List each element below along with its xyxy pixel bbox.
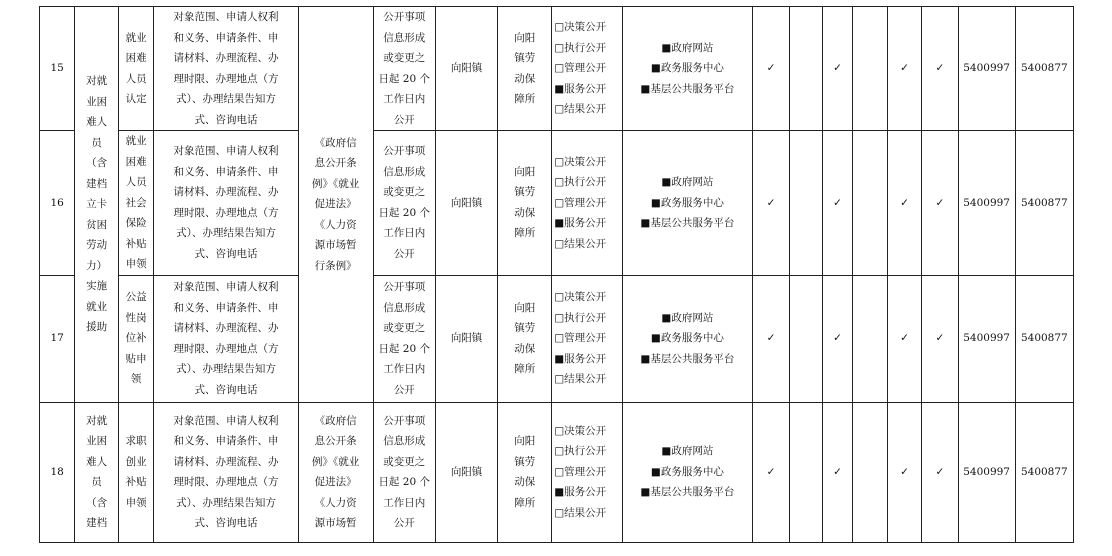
item-cell: 求职 创业 补贴 申领: [118, 402, 153, 542]
table-row: [40, 131, 1074, 276]
phone-number: 5400997: [958, 7, 1015, 131]
dept-cell: 向阳 镇劳 动保 障所: [498, 131, 552, 276]
check-mark: [852, 131, 887, 276]
time-cell: 公开事项 信息形成 或变更之 日起 20 个 工作日内 公开: [373, 7, 435, 131]
check-mark: ✓: [823, 131, 852, 276]
item-cell: 公益 性岗 位补 贴申 领: [118, 275, 153, 402]
dept-cell: 向阳 镇劳 动保 障所: [498, 402, 552, 542]
check-mark: ✓: [752, 131, 789, 276]
check-mark: [790, 7, 823, 131]
subject-cell: 向阳镇: [435, 275, 497, 402]
check-mark: ✓: [823, 402, 852, 542]
category-cell: 对就 业困 难人 员 （含 建档 立卡 贫困 劳动 力） 实施 就业 援助: [75, 7, 119, 403]
channel-cell: ■政府网站 ■政务服务中心 ■基层公共服务平台: [622, 275, 752, 402]
check-mark: [852, 402, 887, 542]
check-mark: ✓: [823, 7, 852, 131]
dept-cell: 向阳 镇劳 动保 障所: [498, 7, 552, 131]
check-mark: ✓: [922, 131, 958, 276]
table-row: [40, 7, 1074, 131]
check-mark: ✓: [752, 7, 789, 131]
subject-cell: 向阳镇: [435, 7, 497, 131]
check-mark: ✓: [887, 7, 921, 131]
check-mark: [852, 275, 887, 402]
phone-number: 5400877: [1015, 275, 1073, 402]
time-cell: 公开事项 信息形成 或变更之 日起 20 个 工作日内 公开: [373, 275, 435, 402]
row-number: 15: [40, 7, 75, 131]
phone-number: 5400997: [958, 131, 1015, 276]
check-mark: [790, 131, 823, 276]
basis-cell: 《政府信 息公开条 例》《就业 促进法》 《人力资 源市场暂: [298, 402, 373, 542]
content-cell: 对象范围、申请人权利 和义务、申请条件、申 请材料、办理流程、办 理时限、办理地点（方 式）、办理结果告知方 式、咨询电话: [154, 7, 298, 131]
row-number: 16: [40, 131, 75, 276]
phone-number: 5400877: [1015, 131, 1073, 276]
check-mark: ✓: [752, 275, 789, 402]
check-mark: ✓: [823, 275, 852, 402]
channel-cell: ■政府网站 ■政务服务中心 ■基层公共服务平台: [622, 7, 752, 131]
row-number: 18: [40, 402, 75, 542]
content-cell: 对象范围、申请人权利 和义务、申请条件、申 请材料、办理流程、办 理时限、办理地点（方 式）、办理结果告知方 式、咨询电话: [154, 275, 298, 402]
check-mark: [790, 275, 823, 402]
check-mark: ✓: [887, 402, 921, 542]
check-mark: ✓: [887, 275, 921, 402]
content-cell: 对象范围、申请人权利 和义务、申请条件、申 请材料、办理流程、办 理时限、办理地点（方 式）、办理结果告知方 式、咨询电话: [154, 131, 298, 276]
table-row: [40, 275, 1074, 402]
phone-number: 5400997: [958, 402, 1015, 542]
time-cell: 公开事项 信息形成 或变更之 日起 20 个 工作日内 公开: [373, 131, 435, 276]
check-mark: [852, 7, 887, 131]
scope-cell: □决策公开 □执行公开 □管理公开 ■服务公开 □结果公开: [552, 7, 623, 131]
scope-cell: □决策公开 □执行公开 □管理公开 ■服务公开 □结果公开: [552, 275, 623, 402]
content-cell: 对象范围、申请人权利 和义务、申请条件、申 请材料、办理流程、办 理时限、办理地点（方 式）、办理结果告知方 式、咨询电话: [154, 402, 298, 542]
time-cell: 公开事项 信息形成 或变更之 日起 20 个 工作日内 公开: [373, 402, 435, 542]
basis-cell: 《政府信 息公开条 例》《就业 促进法》 《人力资 源市场暂 行条例》: [298, 7, 373, 403]
phone-number: 5400877: [1015, 402, 1073, 542]
check-mark: ✓: [752, 402, 789, 542]
row-number: 17: [40, 275, 75, 402]
table-row: [40, 402, 1074, 542]
category-cell: 对就 业困 难人 员 （含 建档: [75, 402, 119, 542]
check-mark: ✓: [922, 275, 958, 402]
item-cell: 就业 困难 人员 社会 保险 补贴 申领: [118, 131, 153, 276]
channel-cell: ■政府网站 ■政务服务中心 ■基层公共服务平台: [622, 131, 752, 276]
scope-cell: □决策公开 □执行公开 □管理公开 ■服务公开 □结果公开: [552, 131, 623, 276]
disclosure-table: [39, 6, 1074, 543]
channel-cell: ■政府网站 ■政务服务中心 ■基层公共服务平台: [622, 402, 752, 542]
check-mark: ✓: [887, 131, 921, 276]
check-mark: [790, 402, 823, 542]
scope-cell: □决策公开 □执行公开 □管理公开 ■服务公开 □结果公开: [552, 402, 623, 542]
phone-number: 5400877: [1015, 7, 1073, 131]
subject-cell: 向阳镇: [435, 131, 497, 276]
item-cell: 就业 困难 人员 认定: [118, 7, 153, 131]
dept-cell: 向阳 镇劳 动保 障所: [498, 275, 552, 402]
check-mark: ✓: [922, 7, 958, 131]
subject-cell: 向阳镇: [435, 402, 497, 542]
phone-number: 5400997: [958, 275, 1015, 402]
check-mark: ✓: [922, 402, 958, 542]
